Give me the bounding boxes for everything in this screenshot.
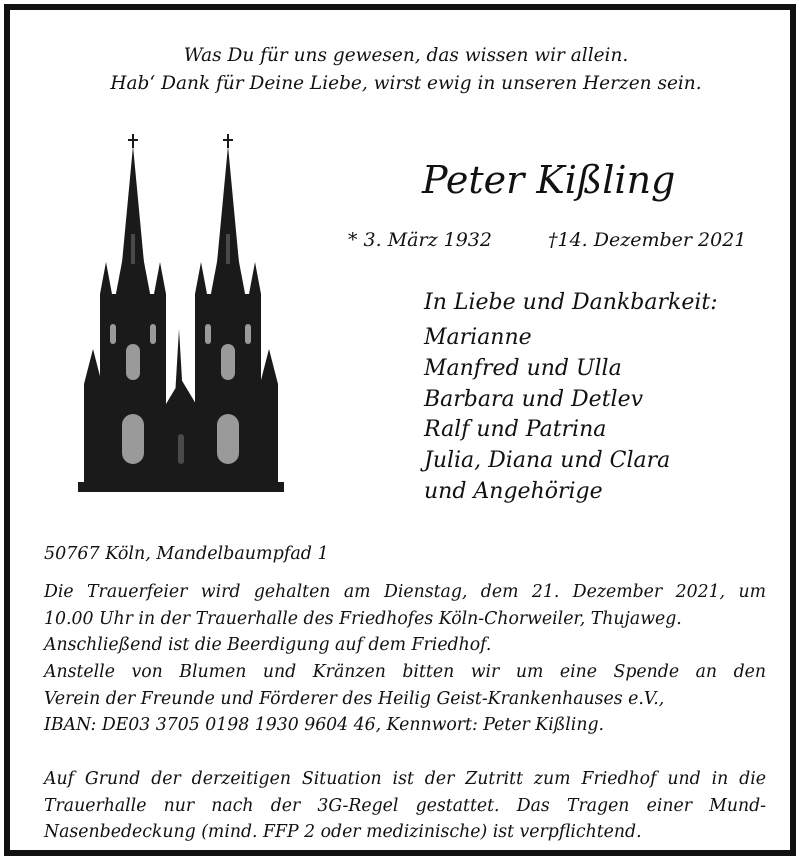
motto-line-1: Was Du für uns gewesen, das wissen wir allein. xyxy=(183,45,629,66)
address: 50767 Köln, Mandelbaumpfad 1 xyxy=(44,544,329,564)
mourners-list xyxy=(424,323,670,508)
motto-line-2: Hab‘ Dank für Deine Liebe, wirst ewig in unseren Herzen sein. xyxy=(110,73,702,94)
mourner-name: Ralf und Patrina xyxy=(424,417,607,443)
cologne-cathedral-icon xyxy=(78,134,284,492)
mourner-name: Julia, Diana und Clara xyxy=(424,448,671,474)
mourner-name: und Angehörige xyxy=(424,478,603,504)
donation-paragraph xyxy=(44,659,766,739)
notice-line: Trauerhalle nur nach der 3G-Regel gestattet. Das Tragen einer Mund- xyxy=(44,795,766,816)
mourner-name: Barbara und Detlev xyxy=(424,386,644,412)
notice-line: Auf Grund der derzeitigen Situation ist der Zutritt zum Friedhof und in die xyxy=(44,769,766,789)
mourner-name: Manfred und Ulla xyxy=(424,355,622,381)
funeral-paragraph xyxy=(44,579,766,659)
notice-paragraph xyxy=(44,766,766,846)
birth-date: * 3. März 1932 xyxy=(348,229,492,251)
donation-line: Anstelle von Blumen und Kränzen bitten wir um eine Spende an den xyxy=(44,662,766,682)
deceased-name: Peter Kißling xyxy=(422,158,676,202)
obituary-border xyxy=(4,4,796,856)
funeral-line: Die Trauerfeier wird gehalten am Dienstag, dem 21. Dezember 2021, um xyxy=(44,582,766,602)
mourner-name: Marianne xyxy=(424,325,532,350)
motto xyxy=(10,42,800,98)
funeral-line: Anschließend ist die Beerdigung auf dem Friedhof. xyxy=(44,635,492,655)
gratitude-heading: In Liebe und Dankbarkeit: xyxy=(424,290,718,315)
notice-line: Nasenbedeckung (mind. FFP 2 oder medizinische) ist verpflichtend. xyxy=(44,822,642,842)
donation-line: Verein der Freunde und Förderer des Heilig Geist-Krankenhauses e.V., xyxy=(44,688,665,709)
death-date: †14. Dezember 2021 xyxy=(548,229,747,251)
donation-line: IBAN: DE03 3705 0198 1930 9604 46, Kennwort: Peter Kißling. xyxy=(44,715,605,735)
funeral-line: 10.00 Uhr in der Trauerhalle des Friedhofes Köln-Chorweiler, Thujaweg. xyxy=(44,608,682,629)
